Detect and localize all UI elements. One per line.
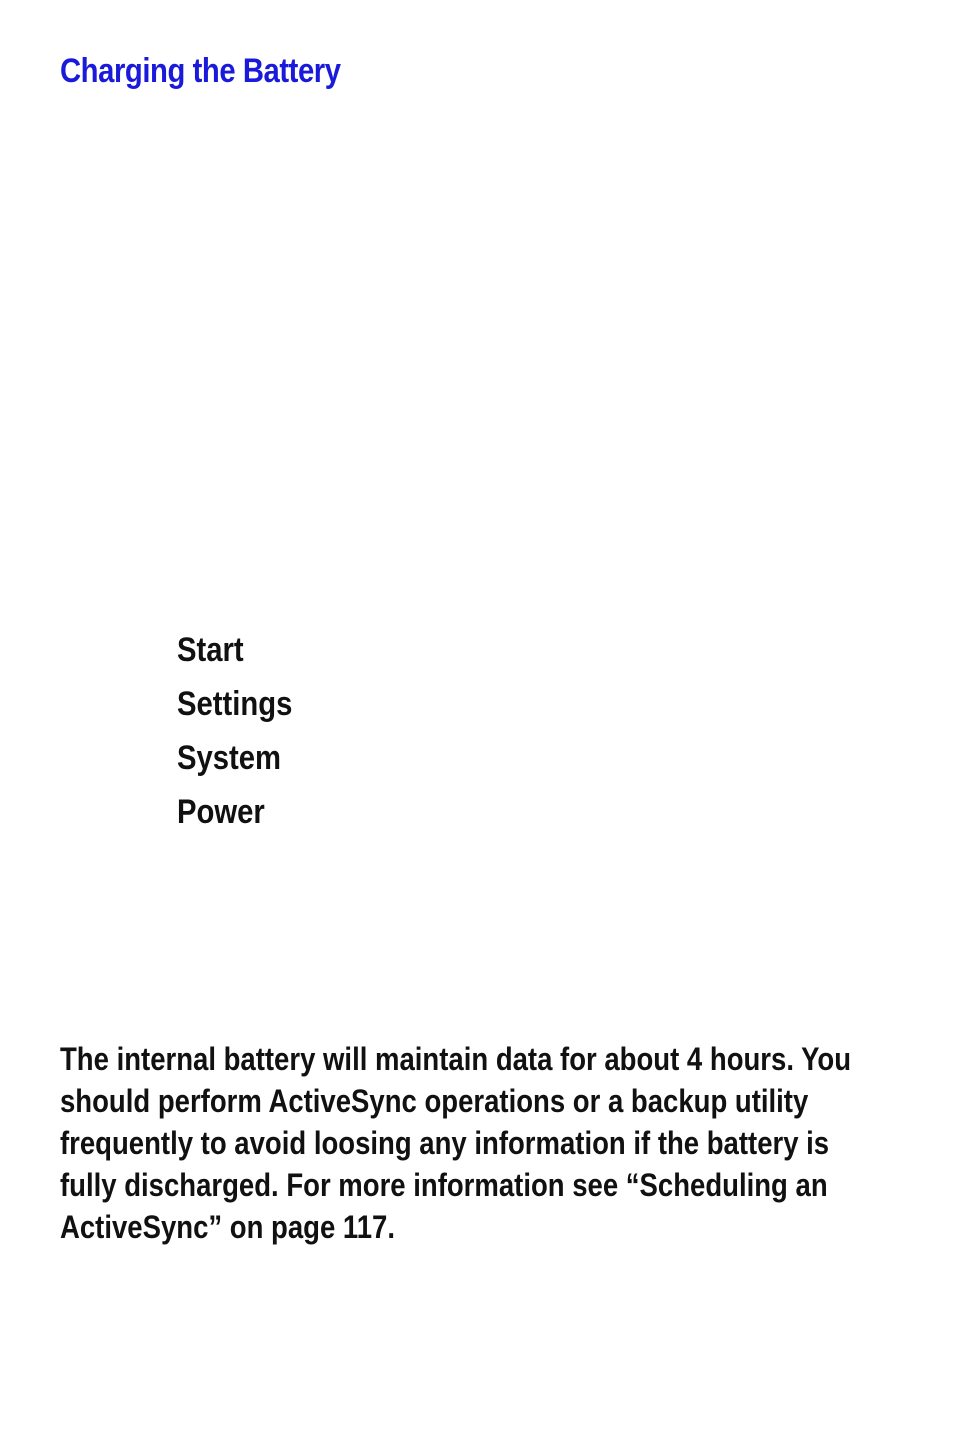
- menu-item-power: Power: [177, 793, 265, 831]
- menu-item-start: Start: [177, 631, 244, 669]
- battery-note-paragraph: The internal battery will maintain data for about 4 hours. You should perform ActiveSync operations or a backup utility frequently to avoid loosing any information if the battery is fully discharged. For more information see “Scheduling an ActiveSync” on page 117.: [60, 1041, 852, 1245]
- menu-path-list: [177, 628, 311, 844]
- menu-item-settings: Settings: [177, 685, 293, 723]
- section-title: Charging the Battery: [60, 52, 341, 90]
- menu-item-system: System: [177, 739, 282, 777]
